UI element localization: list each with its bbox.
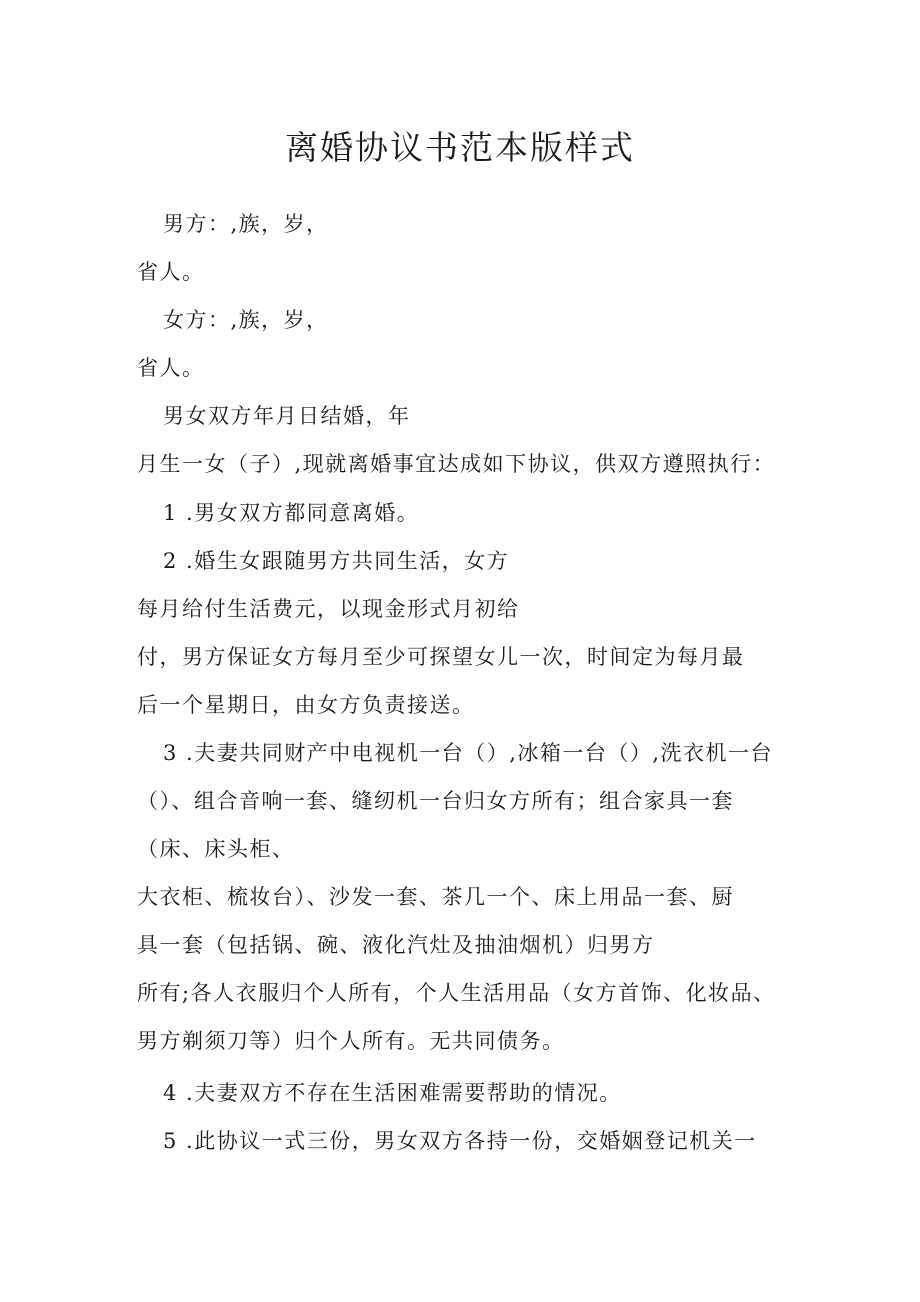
clause-2-line-4: 后一个星期日，由女方负责接送。	[137, 693, 475, 717]
clause-4-line: 4 .夫妻双方不存在生活困难需要帮助的情况。	[163, 1081, 622, 1105]
clause-2-line-1: 2 .婚生女跟随男方共同生活，女方	[163, 549, 510, 573]
clause-3-line-4: 大衣柜、梳妆台）、沙发一套、茶几一个、床上用品一套、厨	[137, 885, 734, 909]
clause-3-line-5: 具一套（包括锅、碗、液化汽灶及抽油烟机）归男方	[137, 933, 655, 957]
female-party-line: 女方：,族，岁，	[163, 308, 329, 332]
agreement-intro-line: 月生一女（子）,现就离婚事宜达成如下协议，供双方遵照执行：	[137, 452, 776, 476]
clause-3-line-7: 男方剃须刀等）归个人所有。无共同债务。	[137, 1029, 565, 1053]
clause-3-line-2: （）、组合音响一套、缝纫机一台归女方所有；组合家具一套	[137, 789, 734, 813]
clause-1-line: 1 .男女双方都同意离婚。	[163, 501, 420, 525]
clause-3-line-1: 3 .夫妻共同财产中电视机一台（）,冰箱一台（）,洗衣机一台	[163, 741, 774, 765]
clause-5-line: 5 .此协议一式三份，男女双方各持一份，交婚姻登记机关一	[163, 1129, 757, 1153]
clause-3-line-3: （床、床头柜、	[137, 837, 295, 861]
clause-2-line-2: 每月给付生活费元，以现金形式月初给	[137, 597, 520, 621]
marriage-date-line: 男女双方年月日结婚，年	[163, 404, 411, 428]
clause-2-line-3: 付，男方保证女方每月至少可探望女儿一次，时间定为每月最	[137, 645, 745, 669]
male-province-line: 省人。	[137, 260, 205, 284]
female-province-line: 省人。	[137, 356, 205, 380]
clause-3-line-6: 所有;各人衣服归个人所有，个人生活用品（女方首饰、化妆品、	[137, 981, 776, 1005]
male-party-line: 男方：,族，岁，	[163, 212, 329, 236]
document-title: 离婚协议书范本版样式	[285, 128, 635, 167]
